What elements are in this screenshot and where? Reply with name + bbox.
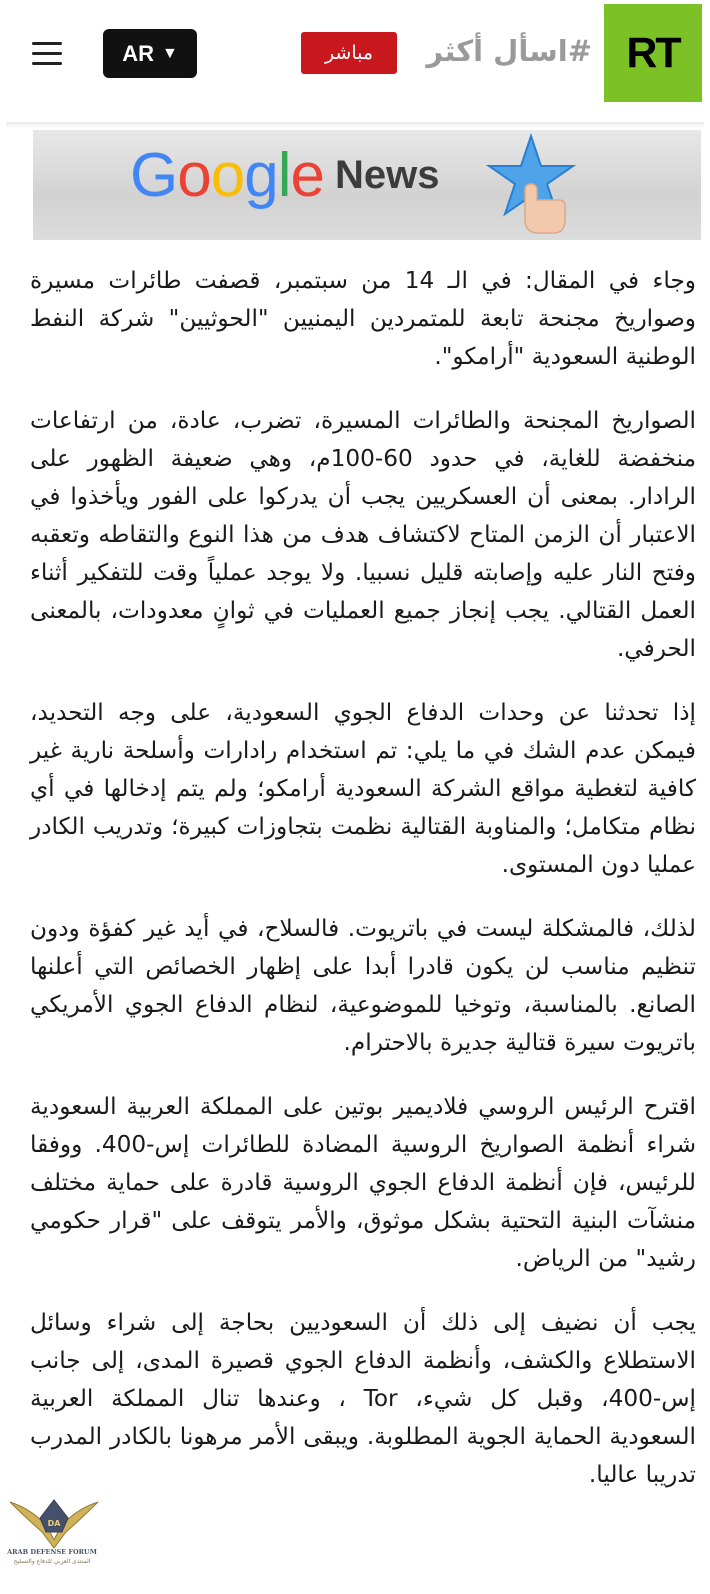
hamburger-menu-icon[interactable] bbox=[32, 42, 62, 66]
article-body bbox=[30, 262, 696, 1520]
ask-more-slogan-link[interactable]: #اسأل أكثر bbox=[426, 34, 592, 68]
news-label: News bbox=[335, 153, 440, 197]
live-broadcast-button[interactable]: مباشر bbox=[301, 32, 397, 74]
article-paragraph: إذا تحدثنا عن وحدات الدفاع الجوي السعودية، على وجه التحديد، فيمكن عدم الشك في ما يلي: تم استخدام رادارات وأسلحة نارية غير كافية لتغطية مواقع الشركة السعودية أرامكو؛ ولم يتم إدخالها في أي نظام متكامل؛ والمناوبة القتالية نظمت بتجاوزات كبيرة؛ وتدريب الكادر عمليا دون المستوى. bbox=[30, 699, 696, 878]
language-label: AR bbox=[122, 40, 154, 66]
emblem-badge-text: DA bbox=[47, 1519, 61, 1528]
language-selector-button[interactable] bbox=[103, 29, 197, 78]
watermark-title: ARAB DEFENSE FORUM bbox=[7, 1548, 97, 1556]
article-paragraph: اقترح الرئيس الروسي فلاديمير بوتين على المملكة العربية السعودية شراء أنظمة الصواريخ الروسية المضادة للطائرات إس-400. ووفقا للرئيس، فإن أنظمة الدفاع الجوي الروسية قادرة على حماية مختلف منشآت البنية التحتية بشكل موثوق، والأمر يتوقف على "قرار حكومي رشيد" من الرياض. bbox=[30, 1093, 697, 1272]
star-icon bbox=[485, 132, 577, 236]
article-paragraph: يجب أن نضيف إلى ذلك أن السعوديين بحاجة إلى شراء وسائل الاستطلاع والكشف، وأنظمة الدفاع الجوي قصيرة المدى، إلى جانب إس-400، وقبل كل شيء، Tor ، وعندها تنال المملكة العربية السعودية الحماية الجوية المطلوبة. ويبقى الأمر مرهونا بالكادر المدرب تدريبا عاليا. bbox=[30, 1309, 696, 1488]
site-header bbox=[0, 0, 710, 122]
dropdown-arrow-icon: ▼ bbox=[161, 44, 178, 62]
header-divider bbox=[6, 122, 704, 128]
article-paragraph: وجاء في المقال: في الـ 14 من سبتمبر، قصفت طائرات مسيرة وصواريخ مجنحة تابعة للمتمردين اليمنيين "الحوثيين" شركة النفط الوطنية السعودية "أرامكو". bbox=[30, 267, 696, 370]
arab-defense-forum-watermark bbox=[4, 1488, 104, 1588]
article-paragraph: الصواريخ المجنحة والطائرات المسيرة، تضرب، عادة، من ارتفاعات منخفضة للغاية، في حدود 60-100م، وهي ضعيفة الظهور على الرادار. بمعنى أن العسكريين يجب أن يدركوا على الفور ويأخذوا في الاعتبار أن الزمن المتاح لاكتشاف هدف من هذا النوع والتقاطه وتعقبه وفتح النار عليه وإصابته قليل نسبيا. ولا يوجد عملياً وقت للتفكير أثناء العمل القتالي. يجب إنجاز جميع العمليات في ثوانٍ معدودات، بالمعنى الحرفي. bbox=[30, 407, 696, 662]
watermark-subtitle: المنتدى العربي للدفاع والتسليح bbox=[13, 1558, 91, 1565]
google-logo: Google bbox=[130, 141, 324, 210]
google-news-banner[interactable] bbox=[33, 130, 701, 240]
article-paragraph: لذلك، فالمشكلة ليست في باتريوت. فالسلاح، في أيد غير كفؤة ودون تنظيم مناسب لن يكون قادرا أبدا على إظهار الخصائص التي أعلنها الصانع. بالمناسبة، وتوخيا للموضوعية، لنظام الدفاع الجوي الأمريكي باتريوت سيرة قتالية جديرة بالاحترام. bbox=[30, 915, 696, 1056]
eagle-emblem-icon bbox=[4, 1488, 104, 1550]
rt-logo[interactable]: RT bbox=[604, 4, 702, 102]
